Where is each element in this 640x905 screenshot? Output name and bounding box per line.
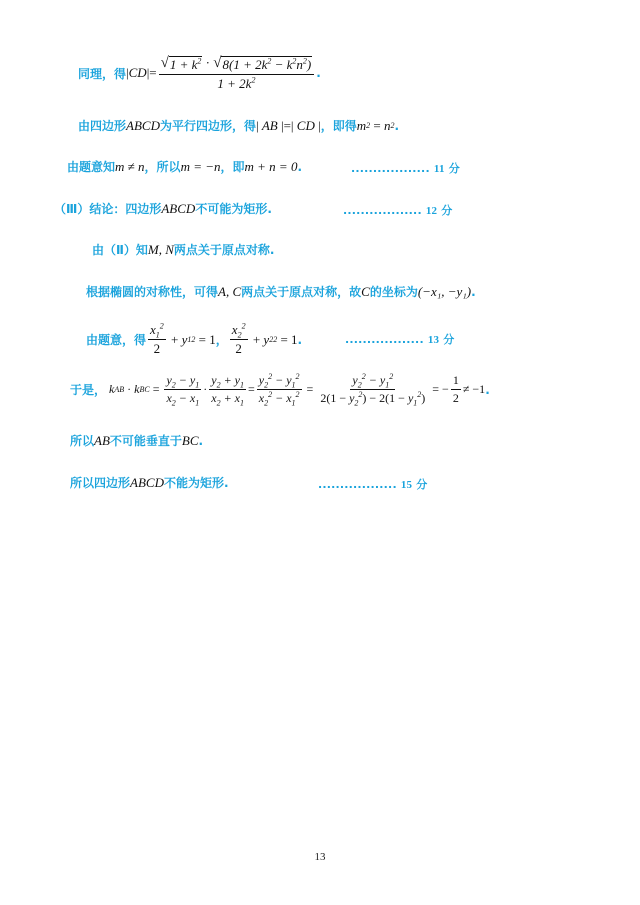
text: 由四边形 — [78, 119, 127, 133]
score-11 — [351, 160, 460, 176]
score-unit: 分 — [448, 162, 460, 175]
math-mn: M, N — [147, 241, 174, 257]
text: 于是， — [70, 383, 107, 397]
formula-point-b: $\frac{x_2^2}{2}$ + y 2 2 = 1 — [231, 321, 298, 356]
text: ，所以 — [144, 160, 181, 174]
math-coord-c: (−x₁, −y₁) — [417, 283, 472, 299]
text: ，即得 — [320, 119, 357, 133]
text: 所以 — [70, 434, 95, 448]
formula-point-a: $\frac{x_1^2}{2}$ + y 1 2 = 1 — [150, 321, 216, 356]
math-ab-eq-cd: | AB |=| CD | — [255, 117, 321, 133]
line-final-conclusion — [70, 474, 229, 491]
text: 两点关于原点对称. — [173, 243, 275, 257]
line-not-perpendicular: 所以 AB 不可能垂直于 BC . — [70, 432, 204, 448]
text: 不能为矩形. — [163, 476, 229, 490]
math-abcd: ABCD — [126, 117, 160, 133]
line-mn-symmetric — [92, 241, 274, 258]
math-bc: BC — [181, 432, 199, 448]
math-m-plus-n: m + n = 0 — [244, 158, 298, 174]
score-dots: .................. — [343, 204, 422, 217]
text: 由题意，得 — [86, 333, 147, 347]
math-ab: AB — [94, 432, 110, 448]
math-m2-n2: m 2 = n 2 — [356, 117, 395, 133]
score-13 — [345, 331, 455, 347]
math-m-eq-neg-n: m = −n — [180, 158, 221, 174]
math-abcd: ABCD — [161, 200, 196, 216]
score-number: 15 — [400, 479, 413, 491]
formula-cd: | CD |= √ $1 + k^2$ · √ $8(1 + 2k^2 - k^2n^2)$ $1 + 2k^2$ — [126, 55, 316, 92]
line-ellipse-symmetry: 根据椭圆的对称性，可得 A, C 两点关于原点对称，故 C 的坐标为 (−x₁, −y₁) . — [86, 283, 476, 299]
text: ，即 — [220, 160, 245, 174]
formula-slope-product: k AB · k BC = $\frac{y_2 - y_1}{x_2 - x_1}$ · $\frac{y_2 + y_1}{x_2 + x_1}$ = $\frac{y_2^2 - y_1^2}{x_2^2 - x_1^2}$ = $\frac{y_2^2 - y_1^2}{2(1 - y_2^2) - 2(1 - y_1^2)}$ = − $\frac{1}{2}$ ≠ −1 — [106, 372, 486, 408]
score-unit: 分 — [443, 333, 455, 346]
line-slope-product: 于是， k AB · k BC = $\frac{y_2 - y_1}{x_2 - x_1}$ · $\frac{y_2 + y_1}{x_2 + x_1}$ = $\frac{y_2^2 - y_1^2}{x_2^2 - x_1^2}$ = $\frac{y_2^2 - y_1^2}{2(1 - y_2^2) - 2(1 - y_1^2)}$ = − $\frac{1}{2}$ ≠ −1 . — [70, 372, 490, 408]
score-number: 11 — [433, 163, 445, 175]
text: 根据椭圆的对称性，可得 — [86, 285, 219, 299]
text: 两点关于原点对称，故 — [241, 285, 362, 299]
score-dots: .................. — [345, 333, 424, 346]
line-cd-length: 同理，得 | CD |= √ $1 + k^2$ · √ $8(1 + 2k^2 - k^2n^2)$ $1 + 2k^2$ . — [78, 55, 321, 91]
text: 由题意知 — [67, 160, 116, 174]
text: 不可能垂直于 — [109, 434, 182, 448]
score-dots: .................. — [351, 162, 430, 175]
score-unit: 分 — [441, 204, 453, 217]
score-number: 12 — [425, 205, 438, 217]
line-m-plus-n: 由题意知 m ≠ n ，所以 m = −n ，即 m + n = 0 . — [67, 158, 303, 174]
text: 为平行四边形，得 — [159, 119, 256, 133]
line-parallelogram: 由四边形 ABCD 为平行四边形，得 | AB |=| CD | ，即得 m 2 = n 2 . — [78, 117, 400, 133]
math-c: C — [361, 283, 370, 299]
page-number: 13 — [314, 851, 326, 863]
score-15 — [318, 476, 428, 492]
math-ac: A, C — [218, 283, 242, 299]
text-tongli: 同理，得 — [78, 66, 127, 81]
score-number: 13 — [427, 334, 440, 346]
line-ellipse-equations: 由题意，得 $\frac{x_1^2}{2}$ + y 1 2 = 1 ， $\frac{x_2^2}{2}$ + y 2 2 = 1 . — [86, 321, 303, 356]
text: 由（Ⅱ）知 — [92, 243, 148, 257]
score-unit: 分 — [416, 478, 428, 491]
text: 的坐标为 — [369, 285, 418, 299]
line-conclusion — [54, 200, 272, 217]
text: 不可能为矩形. — [195, 202, 272, 216]
math-m-ne-n: m ≠ n — [115, 158, 145, 174]
score-dots: .................. — [318, 478, 397, 491]
text: （Ⅲ）结论：四边形 — [54, 202, 162, 216]
text: 所以四边形 — [70, 476, 131, 490]
math-abcd: ABCD — [130, 474, 164, 490]
score-12 — [343, 202, 453, 218]
